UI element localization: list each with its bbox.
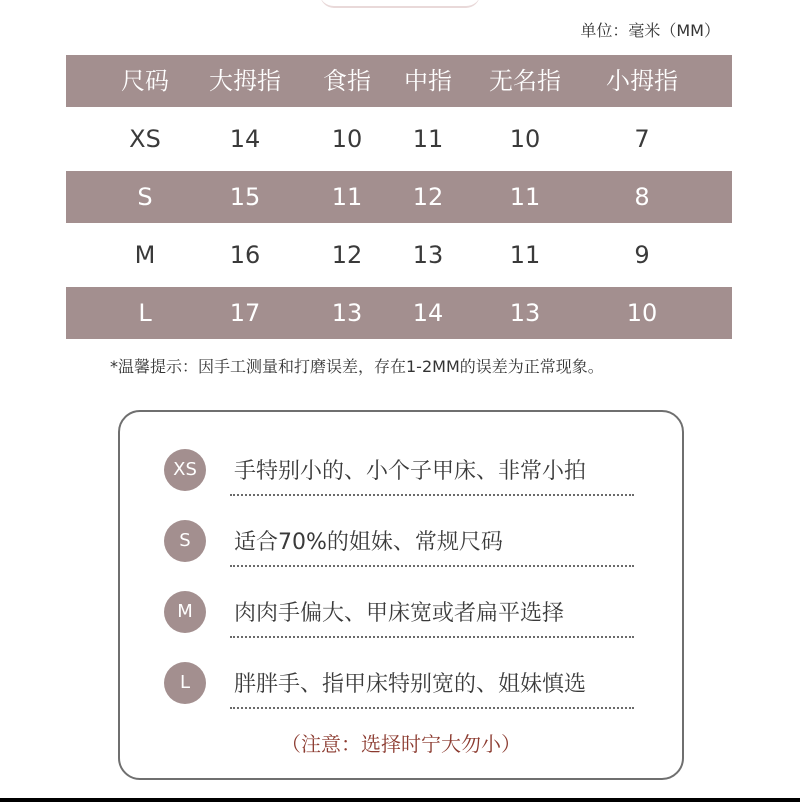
table-row	[66, 287, 732, 339]
table-cell: 7	[634, 125, 650, 153]
table-cell: 11	[509, 183, 541, 211]
table-row	[66, 229, 732, 281]
guide-item-xs	[164, 444, 634, 496]
table-cell: 17	[229, 299, 261, 327]
table-cell: S	[137, 183, 153, 211]
dotted-divider	[230, 707, 634, 709]
table-cell: 15	[229, 183, 261, 211]
table-cell: 11	[509, 241, 541, 269]
dotted-divider	[230, 565, 634, 567]
header-cell: 中指	[404, 67, 452, 95]
decorative-arc	[320, 0, 480, 8]
table-cell: M	[134, 241, 156, 269]
table-cell: 13	[509, 299, 541, 327]
size-table	[66, 55, 732, 345]
header-cell: 无名指	[489, 67, 561, 95]
size-badge: L	[164, 662, 206, 704]
table-header-row	[66, 55, 732, 107]
table-cell: 12	[331, 241, 363, 269]
guide-description: 手特别小的、小个子甲床、非常小拍	[234, 459, 587, 484]
header-cell: 大拇指	[209, 67, 281, 95]
table-cell: L	[138, 299, 152, 327]
table-cell: 16	[229, 241, 261, 269]
header-cell: 小拇指	[606, 67, 678, 95]
size-guide-box	[118, 410, 684, 780]
table-cell: 12	[412, 183, 444, 211]
tip-text: *温馨提示：因手工测量和打磨误差，存在1-2MM的误差为正常现象。	[110, 357, 604, 376]
guide-description: 胖胖手、指甲床特别宽的、姐妹慎选	[234, 672, 587, 697]
table-cell: XS	[129, 125, 161, 153]
dotted-divider	[230, 636, 634, 638]
table-cell: 10	[626, 299, 658, 327]
size-badge: S	[164, 520, 206, 562]
table-cell: 10	[509, 125, 541, 153]
unit-label: 单位：毫米（MM）	[580, 21, 720, 40]
guide-description: 适合70%的姐妹、常规尺码	[234, 530, 503, 555]
guide-description: 肉肉手偏大、甲床宽或者扁平选择	[234, 601, 565, 626]
dotted-divider	[230, 494, 634, 496]
table-cell: 13	[331, 299, 363, 327]
selection-note: （注意：选择时宁大勿小）	[281, 732, 521, 756]
table-row	[66, 113, 732, 165]
table-cell: 13	[412, 241, 444, 269]
bottom-bar	[0, 798, 800, 802]
table-cell: 11	[331, 183, 363, 211]
table-cell: 8	[634, 183, 650, 211]
size-badge: M	[164, 591, 206, 633]
table-cell: 14	[412, 299, 444, 327]
table-cell: 9	[634, 241, 650, 269]
size-badge: XS	[164, 449, 206, 491]
header-cell: 食指	[323, 67, 371, 95]
header-cell: 尺码	[121, 67, 169, 95]
table-cell: 10	[331, 125, 363, 153]
table-cell: 11	[412, 125, 444, 153]
guide-item-s	[164, 515, 634, 567]
guide-item-m	[164, 586, 634, 638]
guide-item-l	[164, 657, 634, 709]
table-row	[66, 171, 732, 223]
table-cell: 14	[229, 125, 261, 153]
